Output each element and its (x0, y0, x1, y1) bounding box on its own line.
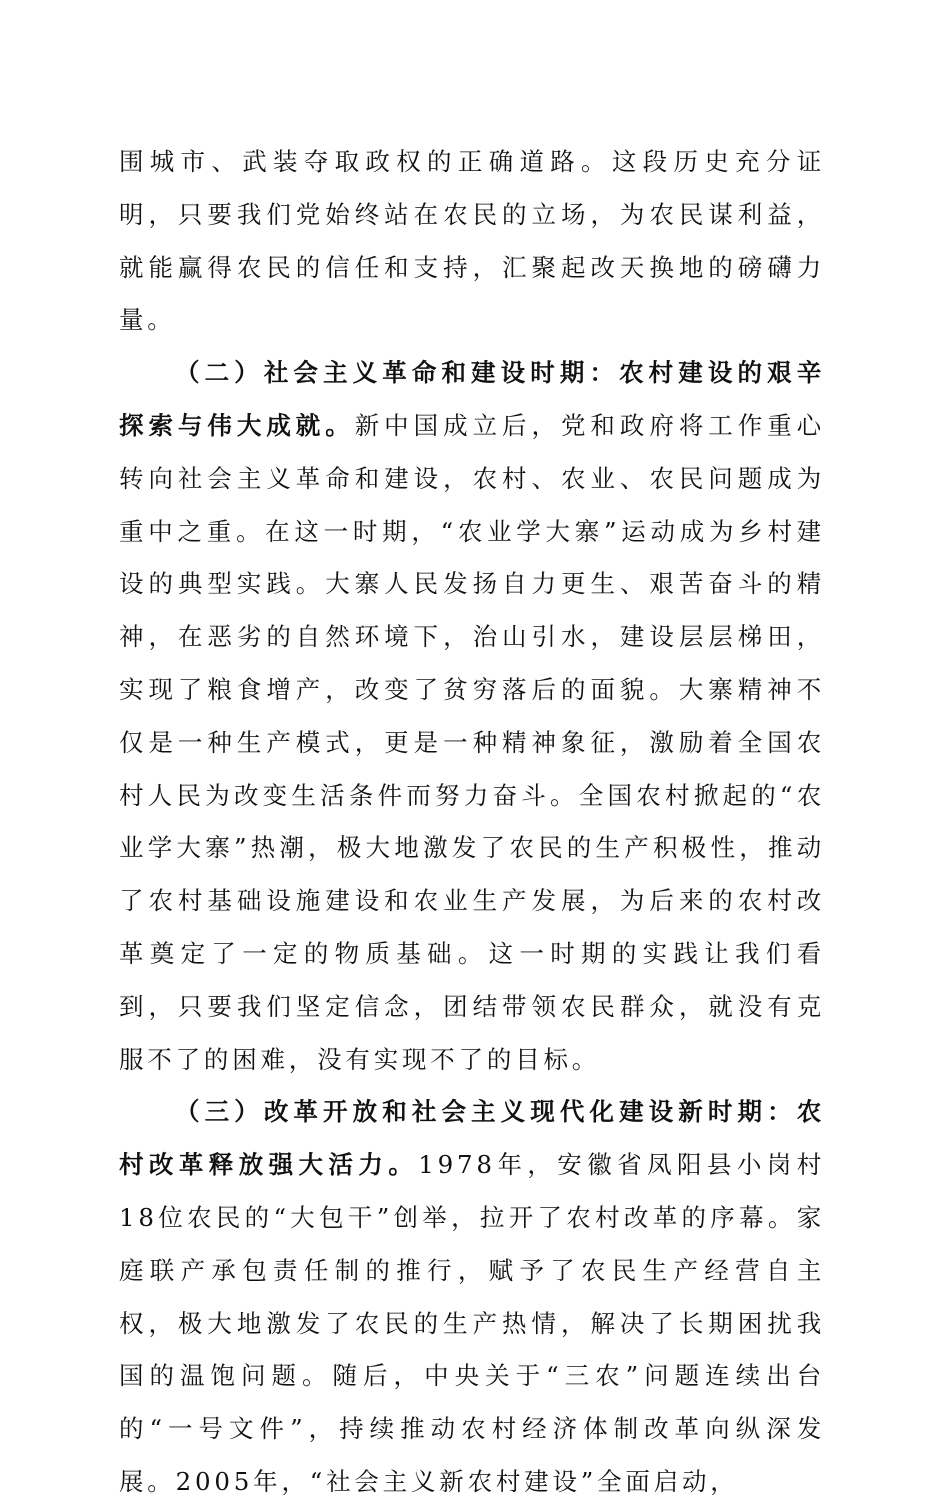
document-body (119, 136, 825, 1509)
section-three-body-text: 1978年，安徽省凤阳县小岗村18位农民的“大包干”创举，拉开了农村改革的序幕。家庭联产承包责任制的推行，赋予了农民生产经营自主权，极大地激发了农民的生产热情，解决了长期困扰我国的温饱问题。随后，中央关于“三农”问题连续出台的“一号文件”，持续推动农村经济体制改革向纵深发展。2005年，“社会主义新农村建设”全面启动， (119, 1150, 825, 1496)
section-two-heading: （二）社会主义革命和建设时期：农村建设的艰辛探索与伟大成就。 (119, 358, 825, 440)
section-two-body-text: 新中国成立后，党和政府将工作重心转向社会主义革命和建设，农村、农业、农民问题成为重中之重。在这一时期，“农业学大寨”运动成为乡村建设的典型实践。大寨人民发扬自力更生、艰苦奋斗的精神，在恶劣的自然环境下，治山引水，建设层层梯田，实现了粮食增产，改变了贫穷落后的面貌。大寨精神不仅是一种生产模式，更是一种精神象征，激励着全国农村人民为改变生活条件而努力奋斗。全国农村掀起的“农业学大寨”热潮，极大地激发了农民的生产积极性，推动了农村基础设施建设和农业生产发展，为后来的农村改革奠定了一定的物质基础。这一时期的实践让我们看到，只要我们坚定信念，团结带领农民群众，就没有克服不了的困难，没有实现不了的目标。 (119, 410, 825, 1074)
paragraph-continuation (119, 136, 825, 347)
paragraph-section-three (119, 1086, 825, 1508)
paragraph-section-two (119, 347, 825, 1086)
paragraph-body-text: 围城市、武装夺取政权的正确道路。这段历史充分证明，只要我们党始终站在农民的立场，为农民谋利益，就能赢得农民的信任和支持，汇聚起改天换地的磅礴力量。 (119, 147, 825, 335)
section-three-heading: （三）改革开放和社会主义现代化建设新时期：农村改革释放强大活力。 (119, 1097, 825, 1180)
